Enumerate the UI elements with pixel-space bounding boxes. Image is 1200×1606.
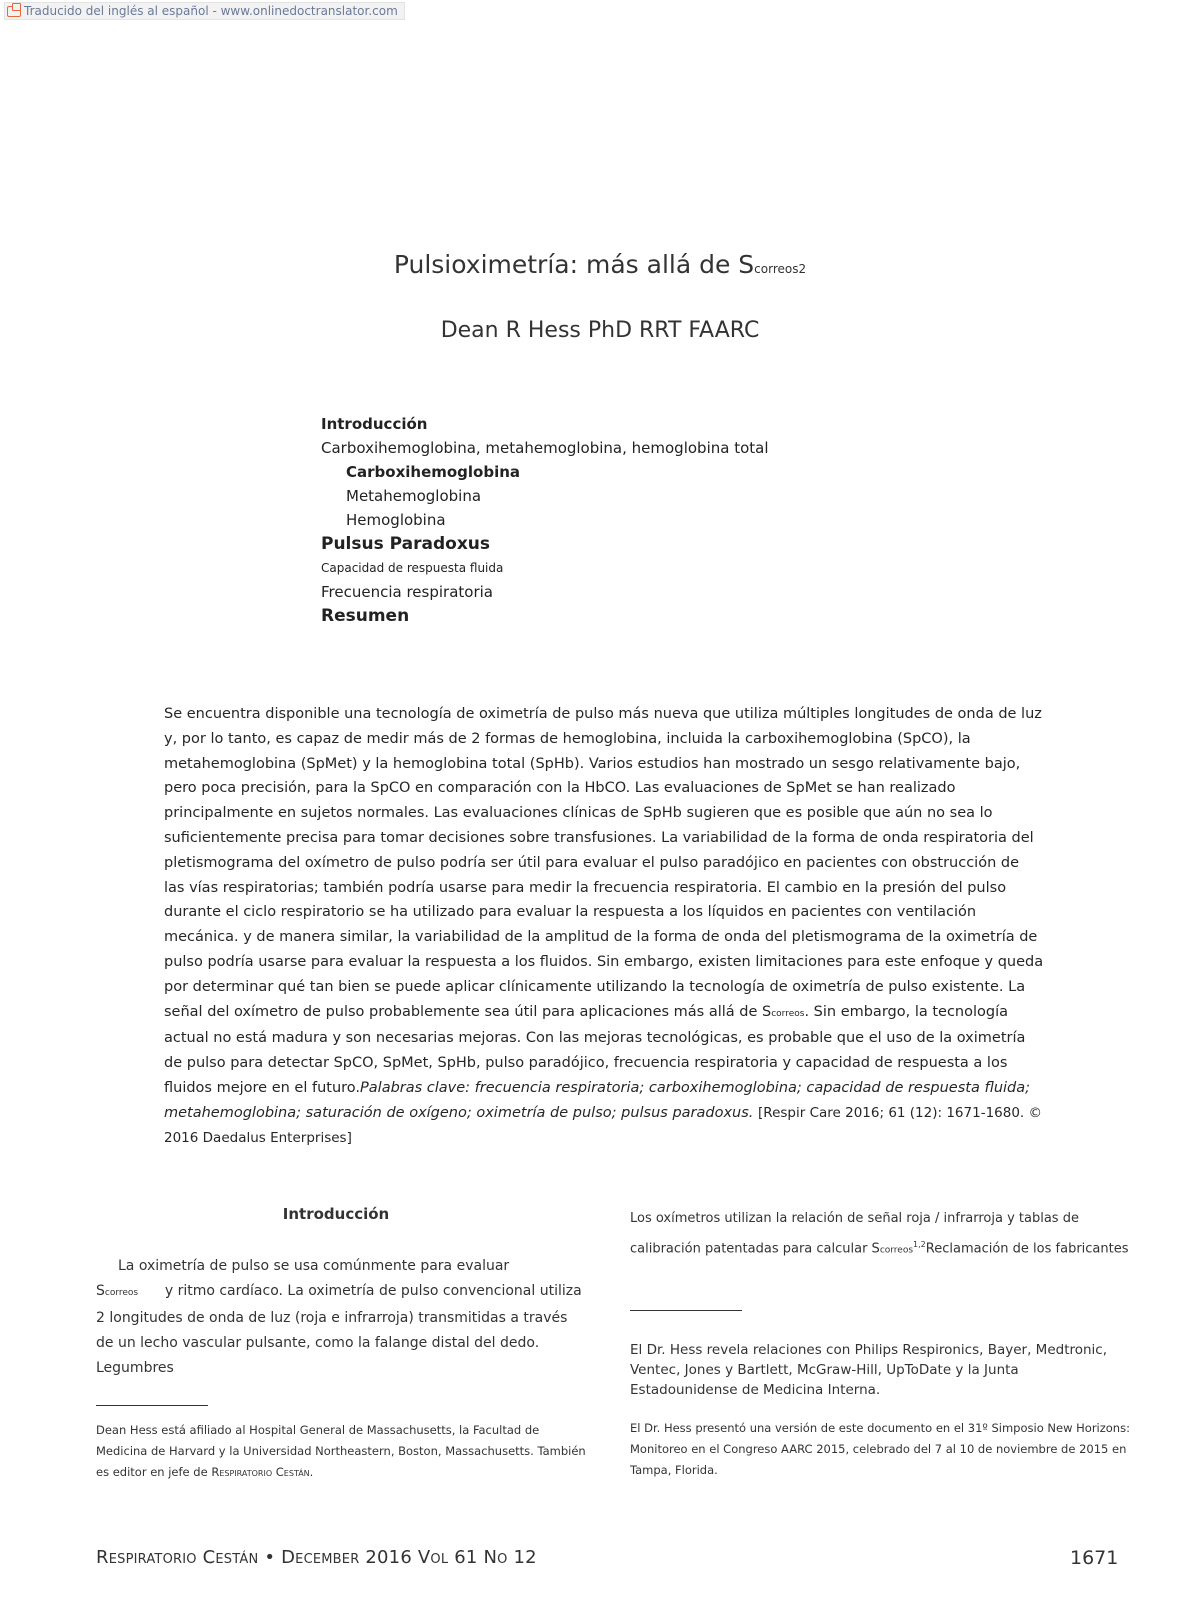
intro-subscript: correos [104,1288,139,1298]
article-title [0,250,1200,279]
intro-right-column [630,1206,1130,1263]
footer-no: 12 [513,1547,537,1568]
toc-item[interactable]: Metahemoglobina [346,487,482,505]
toc-item[interactable]: Capacidad de respuesta fluida [321,561,504,575]
footer-no-label: No [483,1547,508,1568]
toc-item[interactable]: Carboxihemoglobina, metahemoglobina, hemoglobina total [321,439,769,457]
footer-vol: 61 [454,1547,478,1568]
banner-text: Traducido del inglés al español - www.onlinedoctranslator.com [24,4,398,18]
footer-vol-label: Vol [417,1547,449,1568]
toc-item[interactable]: Carboxihemoglobina [346,463,521,481]
intro-left-column [96,1254,586,1381]
page-number: 1671 [1070,1547,1119,1569]
translator-banner [4,2,405,20]
footer-bullet: • [264,1547,276,1568]
presentation-footnote: El Dr. Hess presentó una versión de este documento en el 31º Simposio New Horizons: Monitoreo en el Congreso AARC 2015, celebrado del 7 al 10 de noviembre de 2015 en Tampa, Florida. [630,1421,1130,1477]
affiliation-footnote [96,1420,586,1483]
abstract [164,702,1044,1150]
intro-text: La oximetría de pulso se usa comúnmente para evaluar S [96,1258,510,1299]
section-heading-introduccion: Introducción [282,1205,390,1223]
footnote-divider-right [630,1310,742,1311]
abstract-subscript: correos [771,1008,805,1019]
table-of-contents [321,412,769,628]
footer-journal: Respiratorio Cestán [96,1547,259,1568]
intro-right-text: Los oxímetros utilizan la relación de señal roja / infrarroja y tablas de calibración patentadas para calcular S [630,1211,1079,1257]
footer-date: December 2016 [281,1547,412,1568]
intro-right-text-cont: Reclamación de los fabricantes [925,1241,1129,1257]
toc-item[interactable]: Resumen [321,606,410,626]
title-main: Pulsioximetría: más allá de S [393,250,755,279]
page-footer [96,1547,537,1568]
author-line: Dean R Hess PhD RRT FAARC [440,318,760,343]
journal-name: Respiratorio Cestán [211,1465,310,1479]
reference-marker[interactable]: 1,2 [913,1240,926,1249]
toc-item[interactable]: Hemoglobina [346,511,446,529]
title-subscript: correos2 [754,262,807,276]
disclosure-footnote: El Dr. Hess revela relaciones con Philips Respironics, Bayer, Medtronic, Ventec, Jones y Bartlett, McGraw-Hill, UpToDate y la Junta Estadounidense de Medicina Interna. [630,1342,1108,1398]
abstract-text-cont: . Sin embargo, la tecnología actual no está madura y son necesarias mejoras. Con las mejoras tecnológicas, es probable que el uso de la oximetría de pulso para detectar SpCO, SpMet, SpHb, pulso paradójico, frecuencia respiratoria y capacidad de respuesta a los fluidos mejore en el futuro. [164,1003,1026,1096]
footnote-divider [96,1405,208,1406]
affiliation-text: Dean Hess está afiliado al Hospital General de Massachusetts, la Facultad de Medicina de Harvard y la Universidad Northeastern, Boston, Massachusetts. También es editor en jefe de [96,1423,586,1479]
intro-right-subscript: correos [879,1245,914,1256]
toc-item[interactable]: Introducción [321,415,428,433]
abstract-text: Se encuentra disponible una tecnología de oximetría de pulso más nueva que utiliza múltiples longitudes de onda de luz y, por lo tanto, es capaz de medir más de 2 formas de hemoglobina, incluida la carboxihemoglobina (SpCO), la metahemoglobina (SpMet) y la hemoglobina total (SpHb). Varios estudios han mostrado un sesgo relativamente bajo, pero poca precisión, para la SpCO en comparación con la HbCO. Las evaluaciones de SpMet se han realizado principalmente en sujetos normales. Las evaluaciones clínicas de SpHb sugieren que es posible que aún no sea lo suficientemente precisa para tomar decisiones sobre transfusiones. La variabilidad de la forma de onda respiratoria del pletismograma del oxímetro de pulso podría ser útil para evaluar el pulso paradójico en pacientes con obstrucción de las vías respiratorias; también podría usarse para medir la frecuencia respiratoria. El cambio en la presión del pulso durante el ciclo respiratorio se ha utilizado para evaluar la respuesta a los líquidos en pacientes con ventilación mecánica. y de manera similar, la variabilidad de la amplitud de la forma de onda del pletismograma de la oximetría de pulso podría usarse para evaluar la respuesta a los fluidos. Sin embargo, existen limitaciones para este enfoque y queda por determinar qué tan bien se puede aplicar clínicamente utilizando la tecnología de oximetría de pulso existente. La señal del oxímetro de pulso probablemente sea útil para aplicaciones más allá de S [164,706,1044,1020]
toc-item[interactable]: Pulsus Paradoxus [321,534,491,554]
toc-item[interactable]: Frecuencia respiratoria [321,583,493,601]
translate-icon [7,6,21,17]
keywords: Palabras clave: frecuencia respiratoria; carboxihemoglobina; capacidad de respuesta fluida; metahemoglobina; saturación de oxígeno; oximetría de pulso; pulsus paradoxus. [164,1079,1031,1121]
citation: [Respir Care 2016; 61 (12): 1671-1680. © 2016 Daedalus Enterprises] [164,1104,1043,1146]
intro-text-cont: y ritmo cardíaco. La oximetría de pulso convencional utiliza 2 longitudes de onda de luz (roja e infrarroja) transmitidas a través de un lecho vascular pulsante, como la falange distal del dedo. Legumbres [96,1283,582,1376]
affiliation-end: . [309,1465,314,1479]
